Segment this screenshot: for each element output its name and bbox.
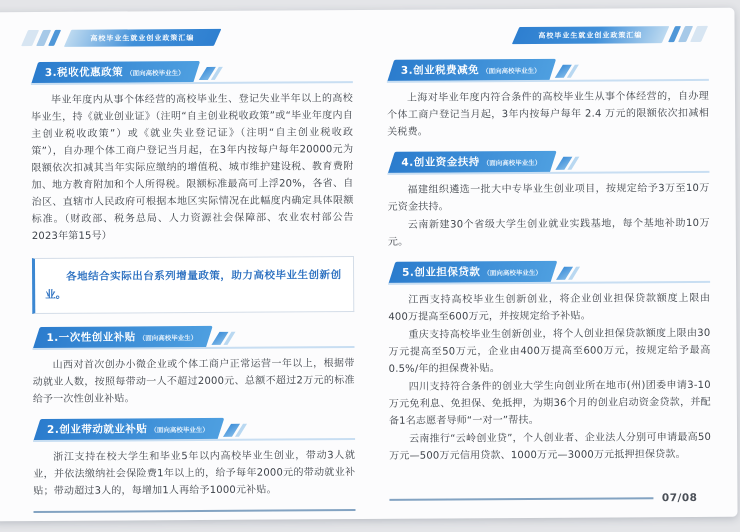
booklet-spread bbox=[0, 8, 738, 522]
spread-content bbox=[0, 54, 738, 518]
section-ribbon bbox=[31, 61, 199, 83]
section-audience-label: （面向高校毕业生） bbox=[138, 334, 198, 343]
section-audience-label: （面向高校毕业生） bbox=[126, 69, 185, 78]
right-page-footer bbox=[389, 492, 711, 515]
section-ribbon bbox=[389, 261, 557, 283]
header-ribbons bbox=[0, 8, 735, 59]
body-paragraph: 重庆支持高校毕业生创新创业，将个人创业担保贷款额度上限由30万元提高至50万元，企业由400万提高至600万元，按规定给予最高0.5%/年的担保费补贴。 bbox=[388, 327, 711, 375]
ribbon-slash-icon bbox=[690, 26, 708, 42]
body-paragraph: 江西支持高校毕业生创新创业，将企业创业担保贷款额度上限由400万提高至600万元，并按规定给予补贴。 bbox=[388, 292, 711, 323]
header-ribbon-bar bbox=[64, 28, 221, 46]
left-page-footer bbox=[33, 509, 355, 521]
body-paragraph: 福建组织遴选一批大中专毕业生创业项目，按规定给予3万至10万元资金扶持。 bbox=[387, 182, 710, 213]
section-startup-funding bbox=[387, 150, 710, 251]
section-ribbon bbox=[388, 151, 556, 173]
double-slash-icon bbox=[560, 267, 579, 280]
header-ribbon-bar bbox=[512, 26, 669, 44]
section-header bbox=[32, 325, 354, 350]
booklet-title: 高校毕业生就业创业政策汇编 bbox=[538, 30, 643, 39]
body-paragraph: 云南新建30个省级大学生创业就业实践基地，每个基地补助10万元。 bbox=[387, 217, 710, 248]
double-slash-icon bbox=[203, 67, 222, 80]
body-paragraph: 四川支持符合条件的创业大学生向创业所在地市(州)团委申请3-10万元免利息、免担保、免抵押，为期36个月的创业启动资金贷款，并配备1名志愿者导师“一对一”帮扶。 bbox=[388, 379, 711, 427]
section-audience-label: （面向高校毕业生） bbox=[482, 66, 541, 76]
footer-divider bbox=[389, 497, 653, 501]
section-header bbox=[31, 60, 353, 85]
section-employment-driven-subsidy bbox=[33, 417, 355, 500]
body-paragraph: 上海对毕业年度内符合条件的高校毕业生从事个体经营的，自办理个体工商户登记当月起，3年内按每户每年 2.4 万元的限额依次扣减相关税费。 bbox=[387, 90, 710, 138]
footer-divider bbox=[33, 509, 355, 513]
section-tax-reduction bbox=[387, 58, 709, 141]
section-ribbon bbox=[34, 418, 224, 440]
section-tax-preference bbox=[31, 60, 354, 245]
body-paragraph: 毕业年度内从事个体经营的高校毕业生、登记失业半年以上的高校毕业生，持《就业创业证》（注明“自主创业税收政策”或“毕业年度内自主创业税收政策”）或《就业失业登记证》（注明“自主创业税收政策”），自办理个体工商户登记当月起，在3年内按每户每年20000元为限额依次扣减其当年实际应缴纳的增值税、城市维护建设税、教育费附加、地方教育附加和个人所得税。限额标准最高可上浮20%，各省、自治区、直辖市人民政府可根据本地区实际情况在此幅度内确定具体限额标准。（财政部、税务总局、人力资源社会保障部、农业农村部公告2023年第15号） bbox=[31, 93, 354, 243]
section-audience-label: （面向高校毕业生） bbox=[483, 268, 542, 278]
left-page-column bbox=[31, 60, 356, 517]
section-header bbox=[388, 260, 710, 285]
section-ribbon bbox=[387, 59, 555, 81]
body-paragraph: 云南推行“云岭创业贷”，个人创业者、企业法人分别可申请最高50万元—500万元信用贷款、1000万元—3000万元抵押担保贷款。 bbox=[389, 431, 712, 462]
body-paragraph: 山西对首次创办小微企业或个体工商户正常运营一年以上，根据带动就业人数，按照每带动一人不超过2000元、总额不超过2万元的标准给予一次性创业补贴。 bbox=[32, 358, 355, 406]
right-page-column bbox=[387, 58, 712, 515]
section-audience-label: （面向高校毕业生） bbox=[150, 425, 209, 435]
section-header bbox=[387, 150, 709, 175]
section-title: 3.创业税费减免 bbox=[400, 64, 480, 77]
header-ribbon-right bbox=[516, 25, 709, 44]
header-ribbon-left bbox=[25, 28, 218, 47]
section-ribbon bbox=[33, 326, 212, 348]
section-title: 5.创业担保贷款 bbox=[402, 266, 481, 279]
section-guaranteed-loans bbox=[388, 260, 711, 465]
section-title: 2.创业带动就业补贴 bbox=[46, 423, 148, 436]
body-paragraph: 浙江支持在校大学生和毕业5年以内高校毕业生创业，带动3人就业，并依法缴纳社会保险费1年以上的，给予每年2000元的带动就业补贴；带动超过3人的，每增加1人再给予1000元补贴。 bbox=[33, 450, 356, 498]
double-slash-icon bbox=[215, 332, 234, 345]
booklet-title: 高校毕业生就业创业政策汇编 bbox=[90, 33, 195, 42]
section-title: 3.税收优惠政策 bbox=[44, 66, 124, 79]
double-slash-icon bbox=[559, 157, 578, 170]
section-title: 4.创业资金扶持 bbox=[401, 156, 480, 169]
section-header bbox=[387, 58, 709, 83]
double-slash-icon bbox=[227, 424, 246, 437]
callout-box: 各地结合实际出台系列增量政策，助力高校毕业生创新创业。 bbox=[32, 256, 354, 314]
double-slash-icon bbox=[559, 65, 578, 78]
section-one-time-subsidy bbox=[32, 325, 354, 408]
section-audience-label: （面向高校毕业生） bbox=[482, 158, 542, 168]
section-header bbox=[33, 417, 355, 442]
page-number: 07/08 bbox=[661, 491, 698, 505]
section-title: 1.一次性创业补贴 bbox=[46, 331, 136, 344]
